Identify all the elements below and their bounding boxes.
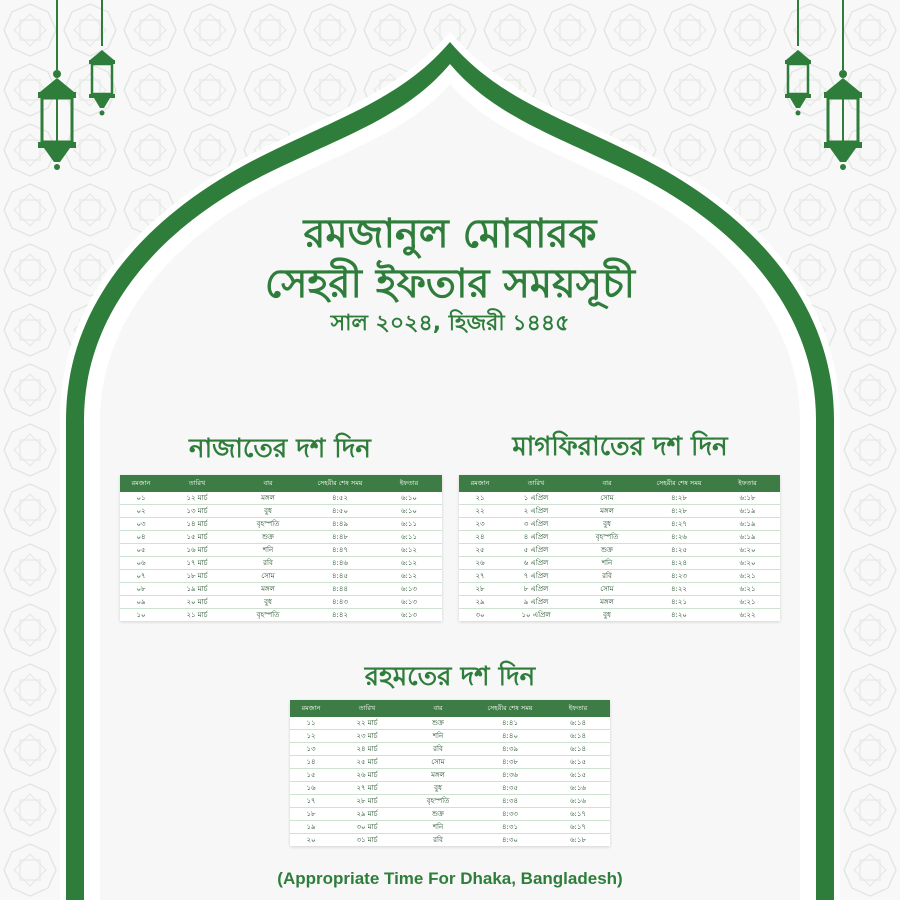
column-header: ইফতার — [715, 475, 780, 492]
table-row — [459, 531, 780, 544]
table-cell: বৃহস্পতি — [571, 531, 643, 544]
table-cell: ২৮ — [459, 583, 501, 596]
table-cell: ১২ — [290, 730, 332, 743]
table-cell: ৮ এপ্রিল — [501, 583, 571, 596]
table-row — [290, 821, 610, 834]
table-cell: মঙ্গল — [232, 583, 304, 596]
table-cell: ২৬ মার্চ — [332, 769, 402, 782]
table-cell: ৪:২৮ — [643, 492, 715, 505]
table-cell: ৪:৫০ — [304, 505, 376, 518]
table-cell: ৪ এপ্রিল — [501, 531, 571, 544]
table-cell: বুধ — [603, 611, 611, 619]
column-header: ইফতার — [376, 475, 442, 492]
table-cell: ৪:২৮ — [643, 505, 715, 518]
schedule-table-magfirat — [459, 475, 780, 621]
table-cell: ৪:৪৯ — [304, 518, 376, 531]
table-cell: ২৫ — [459, 544, 501, 557]
table-row — [290, 743, 610, 756]
table-row — [120, 505, 442, 518]
table-cell: ০১ — [120, 492, 162, 505]
schedule-table-najat — [120, 475, 442, 621]
table-cell: ২৯ মার্চ — [332, 808, 402, 821]
table-cell: ৬:১২ — [376, 557, 442, 570]
table-cell: ২১ মার্চ — [186, 611, 208, 619]
table-cell: ৬:১০ — [376, 505, 442, 518]
table-cell: বুধ — [232, 505, 304, 518]
table-cell: ১৭ মার্চ — [162, 557, 232, 570]
table-cell: ০৬ — [120, 557, 162, 570]
table-cell: ১৯ — [290, 821, 332, 834]
table-cell: ৬:২১ — [715, 570, 780, 583]
table-cell: ০৭ — [120, 570, 162, 583]
table-cell: ২৯ — [459, 596, 501, 609]
table-cell: ৬:১০ — [376, 492, 442, 505]
column-header: বার — [232, 475, 304, 492]
table-cell: ৪:২৫ — [643, 544, 715, 557]
table-cell: ৪:৩৫ — [474, 782, 546, 795]
table-cell: ৪:৪২ — [332, 611, 348, 619]
table-cell: বৃহস্পতি — [256, 611, 280, 619]
table-cell: ৬:১৩ — [376, 596, 442, 609]
table-row — [290, 795, 610, 808]
table-cell: সোম — [571, 492, 643, 505]
table-row — [290, 834, 610, 847]
table-cell: ৬:১৩ — [400, 611, 417, 619]
schedule-table-rahmat — [290, 700, 610, 846]
table-cell: ০২ — [120, 505, 162, 518]
table-cell: ২৬ — [459, 557, 501, 570]
table-cell: রবি — [402, 743, 474, 756]
table-row — [459, 557, 780, 570]
table-cell: ৪:৫২ — [304, 492, 376, 505]
table-cell: ২২ মার্চ — [332, 717, 402, 730]
table-cell: ২০ মার্চ — [162, 596, 232, 609]
table-cell: ৬:১৮ — [570, 836, 586, 844]
table-cell: ৬:১৪ — [546, 743, 610, 756]
table-cell: শুক্র — [402, 808, 474, 821]
table-cell: ৪:৪৩ — [304, 596, 376, 609]
table-cell: ৪:৪৭ — [304, 544, 376, 557]
table-cell: ১৫ — [290, 769, 332, 782]
table-cell: ০৪ — [120, 531, 162, 544]
table-cell: বৃহস্পতি — [232, 518, 304, 531]
table-cell: ৪:৩৩ — [474, 808, 546, 821]
table-cell: ৬:২১ — [715, 596, 780, 609]
table-cell: সোম — [402, 756, 474, 769]
table-cell: ১৫ মার্চ — [162, 531, 232, 544]
lantern-right-small-icon — [780, 0, 816, 120]
table-row — [459, 609, 780, 622]
table-cell: ২ এপ্রিল — [501, 505, 571, 518]
table-cell: ৬:২০ — [715, 544, 780, 557]
table-header-row — [120, 475, 442, 492]
table-cell: শনি — [232, 544, 304, 557]
column-header: সেহরীর শেষ সময় — [643, 475, 715, 492]
table-cell: শুক্র — [571, 544, 643, 557]
table-cell: ০৫ — [120, 544, 162, 557]
table-cell: বুধ — [402, 782, 474, 795]
table-row — [459, 518, 780, 531]
main-title: রমজানুল মোবারক — [303, 211, 597, 257]
table-cell: মঙ্গল — [232, 492, 304, 505]
table-cell: মঙ্গল — [571, 596, 643, 609]
table-cell: ২৪ মার্চ — [332, 743, 402, 756]
table-cell: ৬:১৯ — [715, 518, 780, 531]
table-row — [290, 808, 610, 821]
table-cell: ৪:২৪ — [643, 557, 715, 570]
table-cell: মঙ্গল — [402, 769, 474, 782]
table-cell: ৬:১৪ — [546, 717, 610, 730]
table-cell: ৬:১১ — [376, 518, 442, 531]
table-cell: ৪:৩১ — [474, 821, 546, 834]
table-cell: ৪:৩০ — [501, 836, 518, 844]
table-cell: ৩ এপ্রিল — [501, 518, 571, 531]
table-cell: ২৪ — [459, 531, 501, 544]
table-cell: ৬:২১ — [715, 583, 780, 596]
table-cell: রবি — [433, 836, 443, 844]
table-cell: ৪:৪৪ — [304, 583, 376, 596]
table-cell: ৬:১২ — [376, 544, 442, 557]
table-row — [459, 583, 780, 596]
column-header: সেহরীর শেষ সময় — [474, 700, 546, 717]
table-cell: শনি — [571, 557, 643, 570]
footer-note: (Appropriate Time For Dhaka, Bangladesh) — [277, 869, 623, 888]
table-row — [459, 492, 780, 505]
table-cell: ৪:৪৫ — [304, 570, 376, 583]
table-cell: শুক্র — [232, 531, 304, 544]
table-cell: ১০ — [136, 611, 146, 619]
table-cell: ৬:১৫ — [546, 756, 610, 769]
table-cell: বৃহস্পতি — [402, 795, 474, 808]
year-label: সাল ২০২৪, হিজরী ১৪৪৫ — [330, 311, 570, 336]
table-cell: ৬:১৮ — [715, 492, 780, 505]
table-cell: ৬:১৬ — [546, 782, 610, 795]
table-cell: বুধ — [571, 518, 643, 531]
table-cell: ২৭ — [459, 570, 501, 583]
table-cell: ৪:২৬ — [643, 531, 715, 544]
column-header: তারিখ — [332, 700, 402, 717]
table-row — [120, 492, 442, 505]
table-row — [120, 518, 442, 531]
table-cell: ৪:৪১ — [474, 717, 546, 730]
table-cell: ২১ — [459, 492, 501, 505]
table-cell: ৬:১৯ — [715, 531, 780, 544]
table-cell: ১১ — [290, 717, 332, 730]
table-cell: শনি — [402, 730, 474, 743]
table-row — [290, 717, 610, 730]
table-cell: ৬:১৬ — [546, 795, 610, 808]
table-cell: ১০ এপ্রিল — [521, 611, 551, 619]
table-cell: ৬:১৪ — [546, 730, 610, 743]
table-row — [120, 596, 442, 609]
table-row — [459, 570, 780, 583]
table-cell: ৪:৩৮ — [474, 756, 546, 769]
table-row — [290, 730, 610, 743]
table-cell: ৪:৪৬ — [304, 557, 376, 570]
table-cell: ০৯ — [120, 596, 162, 609]
table-header-row — [459, 475, 780, 492]
table-cell: ৪:৩৯ — [474, 743, 546, 756]
column-header: রমজান — [459, 475, 501, 492]
table-cell: ১৪ — [290, 756, 332, 769]
table-cell: ৬:২০ — [715, 557, 780, 570]
table-cell: ৫ এপ্রিল — [501, 544, 571, 557]
table-row — [120, 609, 442, 622]
column-header: বার — [571, 475, 643, 492]
table-cell: ১৩ মার্চ — [162, 505, 232, 518]
table-cell: ৪:২১ — [643, 596, 715, 609]
table-cell: ২২ — [459, 505, 501, 518]
section-title-rahmat: রহমতের দশ দিন — [364, 662, 536, 692]
table-cell: ৪:২৩ — [643, 570, 715, 583]
table-cell: ৯ এপ্রিল — [501, 596, 571, 609]
table-cell: ২৮ মার্চ — [332, 795, 402, 808]
table-cell: ১৯ মার্চ — [162, 583, 232, 596]
table-cell: ২০ — [306, 836, 316, 844]
column-header: রমজান — [120, 475, 162, 492]
table-cell: ২৩ মার্চ — [332, 730, 402, 743]
table-cell: ০৮ — [120, 583, 162, 596]
table-row — [120, 583, 442, 596]
table-cell: ৩০ মার্চ — [332, 821, 402, 834]
table-row — [459, 596, 780, 609]
table-header-row — [290, 700, 610, 717]
column-header: তারিখ — [501, 475, 571, 492]
table-cell: ৬:১৭ — [546, 821, 610, 834]
table-cell: ৪:২৭ — [643, 518, 715, 531]
column-header: বার — [402, 700, 474, 717]
table-cell: ১৩ — [290, 743, 332, 756]
table-cell: শনি — [402, 821, 474, 834]
table-row — [290, 782, 610, 795]
table-cell: ৪:৪৮ — [304, 531, 376, 544]
table-cell: ১৮ — [290, 808, 332, 821]
table-row — [120, 544, 442, 557]
table-row — [459, 544, 780, 557]
section-title-najat: নাজাতের দশ দিন — [189, 434, 371, 464]
table-cell: ১২ মার্চ — [162, 492, 232, 505]
table-row — [120, 557, 442, 570]
lantern-right-icon — [816, 0, 870, 175]
table-cell: ৪:২০ — [670, 611, 687, 619]
table-cell: ১৬ মার্চ — [162, 544, 232, 557]
column-header: ইফতার — [546, 700, 610, 717]
column-header: তারিখ — [162, 475, 232, 492]
table-cell: সোম — [571, 583, 643, 596]
table-cell: ১৭ — [290, 795, 332, 808]
table-cell: বুধ — [232, 596, 304, 609]
table-cell: ৬:১২ — [376, 570, 442, 583]
table-cell: ২৩ — [459, 518, 501, 531]
table-cell: ৩১ মার্চ — [356, 836, 378, 844]
table-cell: ৬:২২ — [739, 611, 756, 619]
table-cell: ৪:৩৪ — [474, 795, 546, 808]
table-cell: ১৬ — [290, 782, 332, 795]
table-cell: ৪:৪০ — [474, 730, 546, 743]
column-header: সেহরীর শেষ সময় — [304, 475, 376, 492]
table-row — [290, 769, 610, 782]
table-cell: রবি — [232, 557, 304, 570]
table-cell: ৬:১১ — [376, 531, 442, 544]
table-cell: শুক্র — [402, 717, 474, 730]
table-row — [459, 505, 780, 518]
table-cell: ১৪ মার্চ — [162, 518, 232, 531]
table-cell: ৪:২২ — [643, 583, 715, 596]
table-row — [120, 570, 442, 583]
table-cell: ৬ এপ্রিল — [501, 557, 571, 570]
table-cell: ৭ এপ্রিল — [501, 570, 571, 583]
table-cell: ৬:১৫ — [546, 769, 610, 782]
table-cell: ৪:৩৬ — [474, 769, 546, 782]
table-row — [120, 531, 442, 544]
section-title-magfirat: মাগফিরাতের দশ দিন — [512, 432, 728, 462]
table-cell: ০৩ — [120, 518, 162, 531]
table-cell: রবি — [571, 570, 643, 583]
table-cell: সোম — [232, 570, 304, 583]
table-cell: ৬:১৭ — [546, 808, 610, 821]
table-cell: ২৭ মার্চ — [332, 782, 402, 795]
table-cell: ২৫ মার্চ — [332, 756, 402, 769]
table-cell: ১৮ মার্চ — [162, 570, 232, 583]
lantern-left-small-icon — [84, 0, 120, 120]
table-row — [290, 756, 610, 769]
table-cell: ৬:১৯ — [715, 505, 780, 518]
table-cell: ৬:১৩ — [376, 583, 442, 596]
lantern-left-icon — [30, 0, 84, 175]
table-cell: ৩০ — [475, 611, 485, 619]
main-subtitle: সেহরী ইফতার সময়সূচী — [264, 261, 636, 307]
table-cell: মঙ্গল — [571, 505, 643, 518]
table-cell: ১ এপ্রিল — [501, 492, 571, 505]
column-header: রমজান — [290, 700, 332, 717]
